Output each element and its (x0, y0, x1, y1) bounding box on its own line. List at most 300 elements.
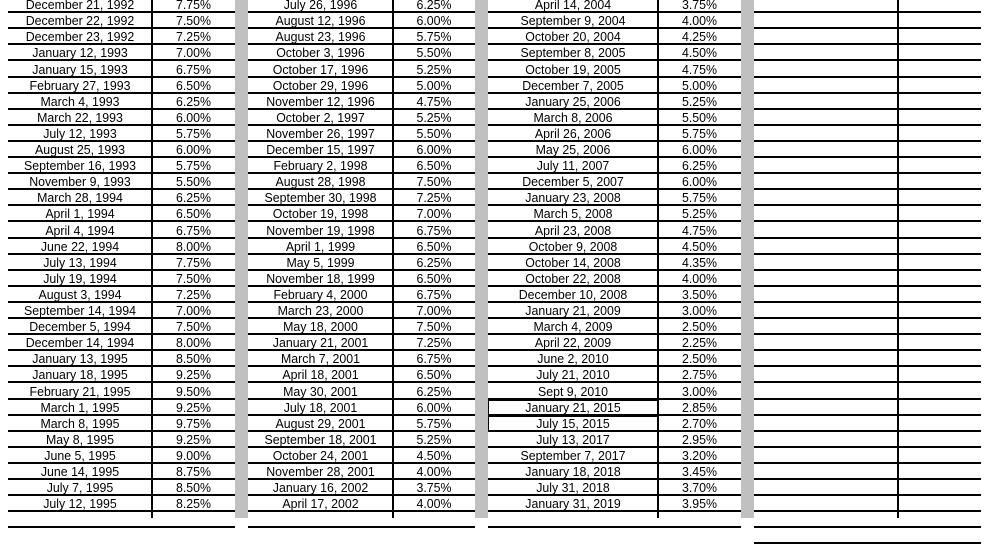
date-cell[interactable]: March 22, 1993 (37, 109, 123, 125)
empty-row (754, 384, 981, 400)
date-cell[interactable]: September 14, 1994 (24, 303, 136, 318)
date-cell[interactable]: May 25, 2006 (535, 142, 611, 157)
table-row (8, 303, 235, 319)
rate-cell[interactable]: 2.50% (681, 319, 718, 335)
date-cell[interactable]: June 2, 2010 (537, 351, 609, 367)
empty-row (754, 255, 981, 271)
rate-cell[interactable]: 7.50% (175, 319, 212, 335)
rate-cell[interactable]: 7.25% (175, 29, 212, 45)
rate-cell[interactable]: 4.00% (416, 464, 452, 479)
rate-cell[interactable]: 6.25% (175, 93, 212, 109)
rate-cell[interactable]: 3.00% (681, 303, 718, 318)
empty-row (754, 62, 981, 78)
empty-row (754, 0, 981, 13)
rate-cell[interactable]: 6.50% (416, 270, 452, 286)
rate-cell[interactable]: 5.50% (681, 109, 718, 125)
rate-cell[interactable]: 5.75% (175, 125, 212, 141)
table-row (488, 110, 741, 126)
cell-border (488, 400, 658, 416)
table-row (488, 351, 741, 367)
table-row (8, 384, 235, 400)
rate-cell[interactable]: 8.75% (175, 464, 212, 479)
date-cell[interactable]: September 30, 1998 (264, 190, 377, 206)
rate-cell[interactable]: 3.50% (681, 286, 718, 302)
table-row (8, 62, 235, 78)
column-divider (657, 0, 659, 518)
date-cell[interactable]: November 9, 1993 (29, 174, 131, 190)
date-cell[interactable]: August 28, 1998 (275, 174, 366, 190)
empty-row (754, 416, 981, 432)
date-cell[interactable]: August 29, 2001 (275, 415, 366, 431)
rate-cell[interactable]: 5.25% (416, 109, 452, 125)
rate-cell[interactable]: 6.25% (416, 254, 452, 270)
date-cell[interactable]: March 5, 2008 (533, 206, 613, 222)
date-cell[interactable]: April 17, 2002 (282, 496, 359, 512)
rate-cell[interactable]: 5.50% (416, 125, 452, 141)
date-cell[interactable]: December 7, 2005 (522, 77, 624, 93)
date-cell[interactable]: March 8, 2006 (533, 109, 613, 125)
rate-cell[interactable]: 4.00% (681, 13, 718, 29)
table-row (248, 448, 475, 464)
date-cell[interactable]: October 19, 2005 (525, 61, 621, 77)
date-cell[interactable]: November 28, 2001 (266, 464, 375, 479)
date-cell[interactable]: December 15, 1997 (266, 142, 375, 157)
empty-row (754, 319, 981, 335)
rate-cell[interactable]: 3.00% (681, 383, 718, 399)
empty-row (754, 271, 981, 287)
rate-cell[interactable]: 6.25% (681, 158, 718, 174)
empty-row (754, 94, 981, 110)
table-row (248, 432, 475, 448)
column-divider (897, 0, 899, 518)
date-cell[interactable]: October 24, 2001 (272, 447, 369, 463)
table-row (248, 78, 475, 94)
date-cell[interactable]: January 21, 2001 (272, 335, 369, 351)
date-cell[interactable]: November 18, 1999 (266, 270, 375, 286)
date-cell[interactable]: April 22, 2009 (534, 335, 612, 351)
rate-cell[interactable]: 6.00% (416, 13, 452, 29)
table-row (8, 223, 235, 239)
date-cell[interactable]: July 12, 1995 (43, 496, 117, 512)
date-cell[interactable]: September 7, 2017 (520, 447, 626, 463)
date-cell[interactable]: July 26, 1996 (283, 0, 358, 13)
rate-cell[interactable]: 7.25% (175, 286, 212, 302)
rate-cell[interactable]: 5.00% (681, 77, 718, 93)
table-row (488, 271, 741, 287)
date-cell[interactable]: November 26, 1997 (266, 125, 375, 141)
rate-cell[interactable]: 4.50% (681, 238, 718, 254)
date-cell[interactable]: August 3, 1994 (38, 286, 122, 302)
rate-cell[interactable]: 7.50% (175, 270, 212, 286)
rate-cell[interactable]: 6.50% (416, 367, 452, 383)
rate-cell[interactable]: 4.50% (416, 447, 452, 463)
date-cell[interactable]: November 12, 1996 (266, 93, 375, 109)
rate-cell[interactable]: 3.70% (681, 480, 718, 496)
rate-cell[interactable]: 5.25% (681, 206, 718, 222)
table-row (248, 13, 475, 29)
table-row (8, 367, 235, 383)
table-row (8, 400, 235, 416)
table-row (248, 271, 475, 287)
date-cell[interactable]: December 10, 2008 (518, 286, 628, 302)
rate-cell[interactable]: 3.20% (681, 447, 718, 463)
rate-cell[interactable]: 4.75% (681, 61, 718, 77)
table-row (8, 480, 235, 496)
empty-row (754, 448, 981, 464)
table-row (248, 45, 475, 61)
table-row (8, 29, 235, 45)
date-cell[interactable]: September 18, 2001 (264, 431, 377, 447)
table-row (8, 110, 235, 126)
date-cell[interactable]: February 27, 1993 (29, 77, 131, 93)
table-row (248, 367, 475, 383)
date-cell[interactable]: April 18, 2001 (282, 367, 359, 383)
rate-cell[interactable]: 3.75% (416, 480, 452, 496)
rate-cell[interactable]: 9.50% (175, 383, 212, 399)
table-row (248, 239, 475, 255)
date-cell[interactable]: January 16, 2002 (272, 480, 369, 496)
table-row (248, 223, 475, 239)
empty-row (754, 126, 981, 142)
rate-cell[interactable]: 6.75% (416, 222, 452, 238)
table-row (8, 319, 235, 335)
rate-cell[interactable]: 4.75% (416, 93, 452, 109)
table-row (248, 158, 475, 174)
date-cell[interactable]: February 4, 2000 (273, 286, 368, 302)
empty-row (754, 13, 981, 29)
date-cell[interactable]: September 8, 2005 (520, 45, 626, 61)
table-row (248, 512, 475, 528)
date-cell[interactable]: January 18, 2018 (525, 464, 621, 479)
table-row (8, 13, 235, 29)
rate-cell[interactable]: 7.00% (416, 303, 452, 318)
date-cell[interactable]: April 1, 1999 (285, 238, 356, 254)
rate-cell[interactable]: 7.50% (416, 319, 452, 335)
table-row (8, 174, 235, 190)
rate-cell[interactable]: 7.00% (416, 206, 452, 222)
table-row (248, 496, 475, 512)
table-row (248, 351, 475, 367)
table-row (8, 335, 235, 351)
empty-row (754, 351, 981, 367)
empty-row (754, 110, 981, 126)
date-cell[interactable]: January 15, 1993 (32, 61, 128, 77)
rate-cell[interactable]: 4.35% (681, 254, 718, 270)
rate-cell[interactable]: 2.85% (681, 399, 718, 415)
table-row (8, 416, 235, 432)
rate-cell[interactable]: 8.00% (175, 238, 212, 254)
rate-cell[interactable]: 6.50% (416, 238, 452, 254)
date-cell[interactable]: July 31, 2018 (536, 480, 610, 496)
rate-cell[interactable]: 7.75% (175, 254, 212, 270)
date-cell[interactable]: December 5, 2007 (522, 174, 624, 190)
table-row (248, 384, 475, 400)
empty-row (754, 528, 981, 544)
table-row (488, 319, 741, 335)
table-row (248, 0, 475, 13)
empty-row (754, 464, 981, 480)
date-cell[interactable]: August 12, 1996 (275, 13, 366, 29)
rate-cell[interactable]: 5.75% (416, 29, 452, 45)
table-row (8, 512, 235, 528)
rate-cell[interactable]: 4.00% (416, 496, 452, 512)
date-cell[interactable]: July 15, 2015 (536, 415, 610, 431)
date-cell[interactable]: January 21, 2009 (525, 303, 621, 318)
date-cell[interactable]: August 25, 1993 (35, 142, 125, 157)
table-row (248, 416, 475, 432)
date-cell[interactable]: February 2, 1998 (273, 158, 368, 174)
rate-cell[interactable]: 5.25% (681, 93, 718, 109)
date-cell[interactable]: April 23, 2008 (534, 222, 612, 238)
rate-cell[interactable]: 5.75% (175, 158, 212, 174)
rate-cell[interactable]: 3.75% (681, 0, 718, 13)
date-cell[interactable]: January 21, 2015 (525, 399, 621, 415)
rate-cell[interactable]: 5.75% (681, 125, 718, 141)
rate-cell[interactable]: 7.00% (175, 303, 212, 318)
table-row (8, 496, 235, 512)
rate-cell[interactable]: 4.25% (681, 29, 718, 45)
rate-cell[interactable]: 6.00% (416, 142, 452, 157)
date-cell[interactable]: April 4, 1994 (45, 222, 115, 238)
rate-cell[interactable]: 7.25% (416, 335, 452, 351)
rate-cell[interactable]: 9.25% (175, 431, 212, 447)
table-row (8, 190, 235, 206)
date-cell[interactable]: September 9, 2004 (520, 13, 626, 29)
date-cell[interactable]: January 18, 1995 (32, 367, 128, 383)
rate-cell[interactable]: 7.00% (175, 45, 212, 61)
rate-cell[interactable]: 8.25% (175, 496, 212, 512)
table-row (488, 512, 741, 528)
rate-cell[interactable]: 3.95% (681, 496, 718, 512)
table-row (488, 464, 741, 480)
empty-row (754, 512, 981, 528)
rate-cell[interactable]: 5.50% (416, 45, 452, 61)
rate-cell[interactable]: 6.50% (175, 77, 212, 93)
date-cell[interactable]: March 1, 1995 (40, 399, 120, 415)
empty-row (754, 206, 981, 222)
cell-border (488, 416, 658, 432)
table-row (8, 351, 235, 367)
rate-cell[interactable]: 7.50% (416, 174, 452, 190)
rate-cell[interactable]: 6.25% (175, 190, 212, 206)
date-cell[interactable]: May 5, 1999 (286, 254, 355, 270)
rate-cell[interactable]: 6.25% (416, 0, 452, 13)
date-cell[interactable]: December 21, 1992 (25, 0, 135, 13)
empty-row (754, 190, 981, 206)
date-cell[interactable]: July 18, 2001 (283, 399, 358, 415)
empty-row (754, 496, 981, 512)
rate-cell[interactable]: 5.75% (416, 415, 452, 431)
empty-row (754, 158, 981, 174)
table-row (8, 287, 235, 303)
rate-cell[interactable]: 2.75% (681, 367, 718, 383)
date-cell[interactable]: October 19, 1998 (272, 206, 369, 222)
date-cell[interactable]: April 26, 2006 (534, 125, 612, 141)
date-cell[interactable]: July 21, 2010 (536, 367, 610, 383)
date-cell[interactable]: September 16, 1993 (24, 158, 136, 174)
table-row (8, 206, 235, 222)
table-row (488, 126, 741, 142)
date-cell[interactable]: July 19, 1994 (43, 270, 117, 286)
column-separator (475, 0, 488, 518)
table-row (248, 480, 475, 496)
rate-cell[interactable]: 5.75% (681, 190, 718, 206)
date-cell[interactable]: February 21, 1995 (29, 383, 131, 399)
date-cell[interactable]: July 11, 2007 (536, 158, 610, 174)
table-row (8, 432, 235, 448)
table-row (248, 62, 475, 78)
empty-row (754, 480, 981, 496)
date-cell[interactable]: April 14, 2004 (534, 0, 612, 13)
date-cell[interactable]: March 8, 1995 (40, 415, 120, 431)
rate-cell[interactable]: 8.50% (175, 480, 212, 496)
rate-cell[interactable]: 6.50% (175, 206, 212, 222)
table-row (488, 448, 741, 464)
rate-cell[interactable]: 5.50% (175, 174, 212, 190)
table-row (248, 287, 475, 303)
rate-cell[interactable]: 6.75% (175, 61, 212, 77)
table-row (488, 303, 741, 319)
rate-cell[interactable]: 6.00% (416, 399, 452, 415)
rate-cell[interactable]: 5.00% (416, 77, 452, 93)
table-row (488, 496, 741, 512)
table-row (8, 448, 235, 464)
date-cell[interactable]: November 19, 1998 (266, 222, 375, 238)
table-row (248, 400, 475, 416)
empty-row (754, 45, 981, 61)
rate-cell[interactable]: 6.75% (416, 351, 452, 367)
date-cell[interactable]: June 5, 1995 (44, 447, 116, 463)
rate-cell[interactable]: 4.75% (681, 222, 718, 238)
date-cell[interactable]: October 14, 2008 (525, 254, 621, 270)
date-cell[interactable]: July 13, 2017 (536, 431, 610, 447)
table-row (488, 0, 741, 13)
rate-cell[interactable]: 4.00% (681, 270, 718, 286)
rate-cell[interactable]: 6.75% (416, 286, 452, 302)
date-cell[interactable]: January 23, 2008 (525, 190, 621, 206)
date-cell[interactable]: October 9, 2008 (528, 238, 618, 254)
date-cell[interactable]: June 22, 1994 (40, 238, 120, 254)
rate-cell[interactable]: 2.70% (681, 415, 718, 431)
rate-cell[interactable]: 6.00% (175, 109, 212, 125)
date-cell[interactable]: March 23, 2000 (277, 303, 364, 318)
table-row (488, 367, 741, 383)
rate-cell[interactable]: 9.00% (175, 447, 212, 463)
rate-cell[interactable]: 7.75% (175, 0, 212, 13)
date-cell[interactable]: March 28, 1994 (37, 190, 123, 206)
rate-cell[interactable]: 2.95% (681, 431, 718, 447)
date-cell[interactable]: October 2, 1997 (276, 109, 365, 125)
table-row (488, 480, 741, 496)
date-cell[interactable]: May 30, 2001 (283, 383, 358, 399)
table-row (248, 206, 475, 222)
rate-cell[interactable]: 7.50% (175, 13, 212, 29)
date-cell[interactable]: October 22, 2008 (525, 270, 621, 286)
table-row (488, 239, 741, 255)
rate-cell[interactable]: 9.25% (175, 399, 212, 415)
table-row (8, 78, 235, 94)
date-cell[interactable]: July 13, 1994 (43, 254, 117, 270)
date-cell[interactable]: December 22, 1992 (25, 13, 135, 29)
date-cell[interactable]: October 20, 2004 (525, 29, 621, 45)
table-row (488, 432, 741, 448)
table-row (8, 255, 235, 271)
date-cell[interactable]: October 17, 1996 (272, 61, 369, 77)
rate-cell[interactable]: 6.75% (175, 222, 212, 238)
date-cell[interactable]: July 12, 1993 (43, 125, 117, 141)
date-cell[interactable]: December 14, 1994 (25, 335, 135, 351)
rate-cell[interactable]: 2.25% (681, 335, 718, 351)
table-row (488, 78, 741, 94)
date-cell[interactable]: January 31, 2019 (525, 496, 621, 512)
date-cell[interactable]: March 7, 2001 (281, 351, 360, 367)
date-cell[interactable]: January 13, 1995 (32, 351, 128, 367)
date-cell[interactable]: December 5, 1994 (29, 319, 131, 335)
date-cell[interactable]: October 3, 1996 (276, 45, 365, 61)
table-row (488, 384, 741, 400)
empty-row (754, 239, 981, 255)
table-row (8, 126, 235, 142)
date-cell[interactable]: March 4, 1993 (40, 93, 120, 109)
date-cell[interactable]: July 7, 1995 (46, 480, 114, 496)
column-separator (741, 0, 754, 518)
rate-cell[interactable]: 7.25% (416, 190, 452, 206)
table-row (248, 464, 475, 480)
table-row (248, 174, 475, 190)
rate-cell[interactable]: 2.50% (681, 351, 718, 367)
rate-cell[interactable]: 9.75% (175, 415, 212, 431)
table-row (8, 271, 235, 287)
table-row (8, 94, 235, 110)
table-row (248, 94, 475, 110)
rate-cell[interactable]: 6.00% (681, 174, 718, 190)
date-cell[interactable]: October 29, 1996 (272, 77, 369, 93)
rate-cell[interactable]: 6.00% (681, 142, 718, 157)
rate-cell[interactable]: 6.25% (416, 383, 452, 399)
date-cell[interactable]: May 18, 2000 (283, 319, 358, 335)
empty-row (754, 78, 981, 94)
table-row (8, 464, 235, 480)
rate-cell[interactable]: 3.45% (681, 464, 718, 479)
table-row (8, 239, 235, 255)
rate-cell[interactable]: 8.00% (175, 335, 212, 351)
date-cell[interactable]: December 23, 1992 (25, 29, 135, 45)
table-row (248, 335, 475, 351)
column-separator (235, 0, 248, 518)
date-cell[interactable]: June 14, 1995 (40, 464, 120, 479)
rate-cell[interactable]: 4.50% (681, 45, 718, 61)
rate-cell[interactable]: 5.25% (416, 431, 452, 447)
rate-cell[interactable]: 9.25% (175, 367, 212, 383)
date-cell[interactable]: January 25, 2006 (525, 93, 621, 109)
rate-cell[interactable]: 8.50% (175, 351, 212, 367)
table-row (248, 126, 475, 142)
table-row (488, 174, 741, 190)
rate-cell[interactable]: 6.00% (175, 142, 212, 157)
rate-cell[interactable]: 6.50% (416, 158, 452, 174)
table-row (248, 110, 475, 126)
table-row (488, 45, 741, 61)
date-cell[interactable]: May 8, 1995 (46, 431, 114, 447)
date-cell[interactable]: August 23, 1996 (275, 29, 366, 45)
table-row (248, 303, 475, 319)
date-cell[interactable]: April 1, 1994 (45, 206, 115, 222)
date-cell[interactable]: March 4, 2009 (533, 319, 613, 335)
date-cell[interactable]: January 12, 1993 (32, 45, 128, 61)
rate-cell[interactable]: 5.25% (416, 61, 452, 77)
table-row (8, 142, 235, 158)
date-cell[interactable]: Sept 9, 2010 (537, 383, 609, 399)
